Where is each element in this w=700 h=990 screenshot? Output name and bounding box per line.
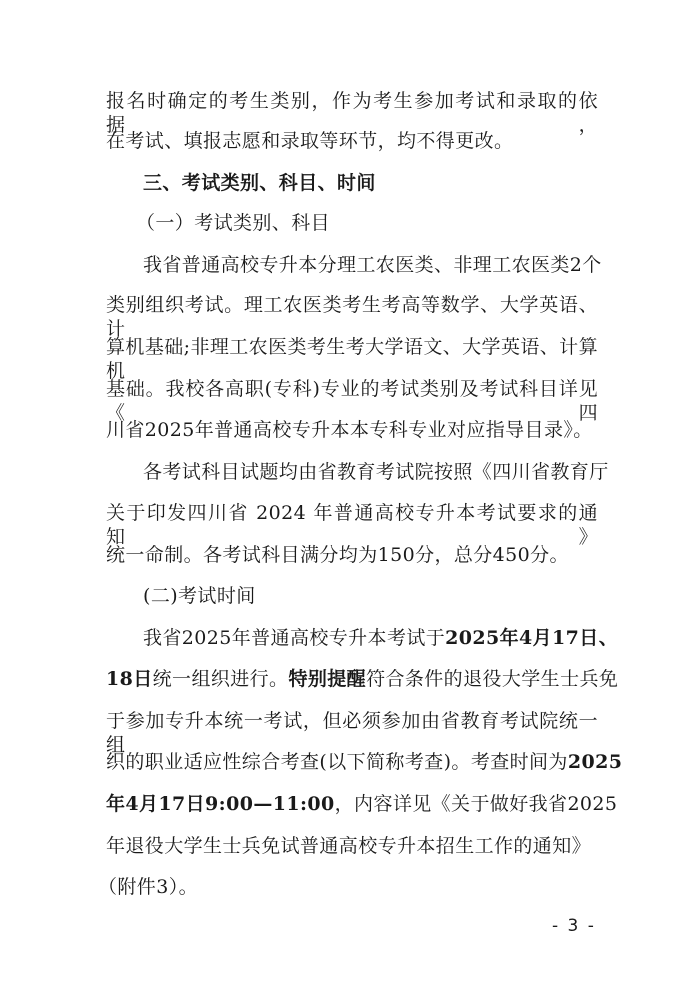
date-highlight: 年4月17日9:00—11:00 xyxy=(106,793,335,815)
text-run: ，内容详见《关于做好我省2025 xyxy=(334,793,618,815)
subsection-heading: (二)考试时间 xyxy=(143,585,256,607)
section-heading: 三、考试类别、科目、时间 xyxy=(143,172,376,194)
date-highlight: 2025年4月17日、 xyxy=(445,627,619,649)
text-run: 我省2025年普通高校专升本考试于 xyxy=(143,627,446,649)
text-run: 统一组织进行。 xyxy=(152,668,289,690)
special-reminder-label: 特别提醒 xyxy=(288,668,367,690)
date-highlight: 2025 xyxy=(567,751,623,773)
text-line: 类别组织考试。理工农医类考生考高等数学、大学英语、计 xyxy=(106,294,598,340)
page-number: - 3 - xyxy=(552,916,596,936)
text-line: 统一命制。各考试科目满分均为150分，总分450分。 xyxy=(106,544,569,566)
text-line xyxy=(143,626,618,650)
text-line: 于参加专升本统一考试，但必须参加由省教育考试院统一组 xyxy=(106,710,598,756)
text-line: 算机基础;非理工农医类考生考大学语文、大学英语、计算机 xyxy=(106,336,598,382)
subsection-heading: （一）考试类别、科目 xyxy=(136,212,331,234)
text-line: 我省普通高校专升本分理工农医类、非理工农医类2个 xyxy=(143,254,602,276)
text-line: 年退役大学生士兵免试普通高校专升本招生工作的通知》 xyxy=(106,835,592,857)
text-line: （附件3）。 xyxy=(98,876,198,898)
text-line: 基础。我校各高职(专科)专业的考试类别及考试科目详见《四 xyxy=(106,378,598,424)
text-line: 川省2025年普通高校专升本本专科专业对应指导目录》。 xyxy=(106,419,593,441)
text-line: 各考试科目试题均由省教育考试院按照《四川省教育厅 xyxy=(143,461,609,483)
text-line: 报名时确定的考生类别，作为考生参加考试和录取的依据， xyxy=(106,90,598,136)
text-run: 织的职业适应性综合考查(以下简称考查)。考查时间为 xyxy=(106,751,568,773)
date-highlight: 18日 xyxy=(106,668,153,690)
text-run: 符合条件的退役大学生士兵免 xyxy=(366,668,619,690)
text-line xyxy=(106,750,622,774)
text-line: 关于印发四川省 2024 年普通高校专升本考试要求的通知》 xyxy=(106,502,598,548)
text-line xyxy=(106,667,618,691)
text-line: 在考试、填报志愿和录取等环节，均不得更改。 xyxy=(106,130,514,152)
text-line xyxy=(106,792,617,816)
